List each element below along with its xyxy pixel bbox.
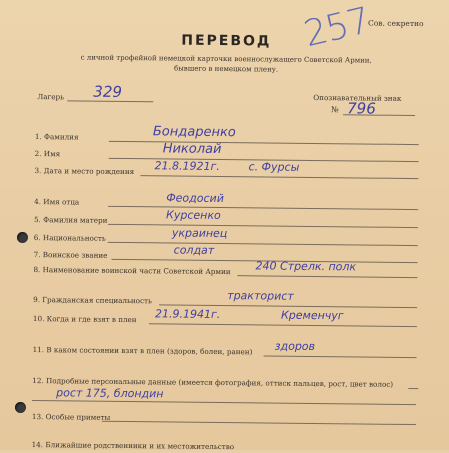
camp-label: Лагерь <box>37 92 65 102</box>
personal-rule <box>32 400 416 405</box>
name-value: Николай <box>162 141 222 158</box>
nationality-value: украинец <box>171 226 228 241</box>
id-value: 796 <box>347 99 376 118</box>
relatives-label: 14. Ближайшие родственники и их местожительство <box>31 440 235 452</box>
profession-label: 9. Гражданская специальность <box>33 295 153 306</box>
camp-value: 329 <box>93 82 123 101</box>
surname-value: Бондаренко <box>152 124 236 141</box>
birth-date: 21.8.1921г. <box>154 159 220 173</box>
condition-value: здоров <box>274 339 316 354</box>
captured-label: 10. Когда и где взят в плен <box>32 314 137 325</box>
captured-place: Кременчуг <box>280 308 344 323</box>
surname-rule <box>109 141 419 145</box>
mother-value: Курсенко <box>165 208 221 223</box>
profession-value: тракторист <box>227 289 294 303</box>
secrecy-label: Сов. секретно <box>368 18 424 29</box>
personal-label: 12. Подробные персональные данные (имеется фотография, оттиск пальцев, рост, цвет волос) <box>32 376 394 389</box>
surname-label: 1. Фамилия <box>34 132 79 142</box>
marks-label: 13. Особые приметы <box>31 412 111 422</box>
father-label: 4. Имя отца <box>34 197 80 207</box>
condition-rule <box>264 355 417 358</box>
mother-rule <box>108 224 418 228</box>
condition-label: 11. В каком состоянии взят в плен (здоров, болен, ранен) <box>32 345 253 357</box>
unit-label: 8. Наименование воинской части Советской Армии <box>33 265 231 277</box>
birth-rule <box>140 175 418 179</box>
captured-rule <box>149 323 417 327</box>
mother-label: 5. Фамилия матери <box>33 215 108 225</box>
marks-rule <box>102 421 416 425</box>
nationality-rule <box>108 242 418 246</box>
father-value: Феодосий <box>166 191 224 206</box>
captured-date: 21.9.1941г. <box>154 307 221 322</box>
nationality-label: 6. Национальность <box>33 233 106 243</box>
personal-value: рост 175, блондин <box>56 386 164 401</box>
father-rule <box>108 206 418 210</box>
rank-label: 7. Воинское звание <box>33 250 108 260</box>
name-label: 2. Имя <box>34 149 61 159</box>
rank-value: солдат <box>173 243 215 257</box>
handwritten-number: 257 <box>300 0 374 56</box>
personal-rule-end <box>408 388 418 389</box>
birth-place: с. Фурсы <box>248 160 300 174</box>
id-label: Опознавательный знак <box>313 92 402 103</box>
unit-rule <box>237 275 417 278</box>
unit-value: 240 Стрелк. полк <box>255 259 357 274</box>
id-no: № <box>331 105 339 115</box>
birth-label: 3. Дата и место рождения <box>34 166 135 177</box>
subtitle-line-2: бывшего в немецком плену. <box>173 64 279 74</box>
subtitle-line-1: с личной трофейной немецкой карточки военнослужащего Советской Армии, <box>80 53 372 65</box>
document-title: ПЕРЕВОД <box>181 32 272 50</box>
